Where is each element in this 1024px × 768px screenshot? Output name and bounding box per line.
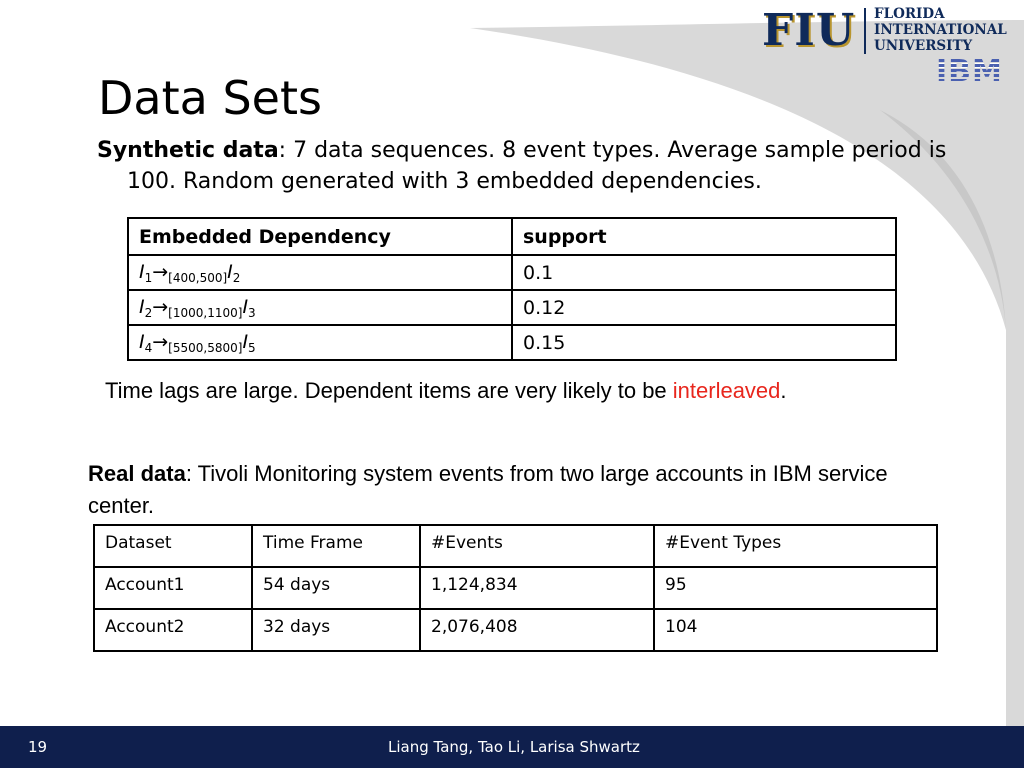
- table-cell: 104: [654, 609, 937, 651]
- footer-bar: [0, 726, 1024, 768]
- table-cell: Account1: [94, 567, 252, 609]
- item-subscript: 5: [248, 340, 256, 355]
- fiu-name-line-1: FLORIDA: [874, 6, 945, 22]
- item-subscript: 2: [144, 305, 153, 320]
- header-cell: #Event Types: [654, 525, 937, 567]
- item-subscript: 4: [144, 340, 153, 355]
- support-cell: 0.15: [512, 325, 896, 360]
- table-cell: 54 days: [252, 567, 420, 609]
- real-data-paragraph: [88, 458, 948, 522]
- lag-interval: [1000,1100]: [168, 305, 243, 320]
- table-row: [128, 325, 896, 360]
- item-symbol: I: [227, 260, 233, 283]
- dependency-table-header: [128, 218, 896, 255]
- item-symbol: I: [139, 330, 145, 353]
- table-cell: 32 days: [252, 609, 420, 651]
- header-cell: support: [512, 218, 896, 255]
- synthetic-data-label: Synthetic data: [97, 138, 279, 163]
- fiu-logo: [762, 6, 1017, 56]
- footer-authors: Liang Tang, Tao Li, Larisa Shwartz: [388, 738, 640, 756]
- support-cell: 0.1: [512, 255, 896, 290]
- lag-interval: [400,500]: [168, 270, 228, 285]
- arrow-icon: →: [152, 295, 169, 318]
- table-row: [94, 609, 937, 651]
- dependency-cell: [128, 255, 512, 290]
- ibm-logo: [936, 56, 1012, 88]
- interleaved-highlight: interleaved: [672, 378, 781, 403]
- item-subscript: 3: [248, 305, 256, 320]
- table-cell: 2,076,408: [420, 609, 654, 651]
- dependency-table: [127, 217, 897, 361]
- fiu-name-line-2: INTERNATIONAL: [874, 22, 1007, 38]
- synthetic-data-paragraph: [97, 135, 947, 197]
- dataset-table-header: [94, 525, 937, 567]
- dataset-table: [93, 524, 938, 652]
- ibm-logo-text: IBM: [936, 54, 1003, 89]
- fiu-logo-name: [874, 6, 1007, 54]
- page-number: 19: [28, 738, 48, 756]
- item-symbol: I: [139, 295, 145, 318]
- table-row: [94, 567, 937, 609]
- fiu-name-line-3: UNIVERSITY: [874, 38, 973, 54]
- item-subscript: 1: [144, 270, 153, 285]
- header-cell: #Events: [420, 525, 654, 567]
- arrow-icon: →: [152, 260, 169, 283]
- slide-title: Data Sets: [98, 71, 322, 125]
- table-cell: Account2: [94, 609, 252, 651]
- time-lags-text: Time lags are large. Dependent items are very likely to be: [105, 378, 673, 403]
- dependency-cell: [128, 325, 512, 360]
- time-lags-end: .: [780, 378, 787, 403]
- arrow-icon: →: [152, 330, 169, 353]
- real-data-text: : Tivoli Monitoring system events from two large accounts in IBM service center.: [88, 461, 888, 518]
- header-cell: Time Frame: [252, 525, 420, 567]
- real-data-label: Real data: [88, 461, 186, 486]
- header-cell: Dataset: [94, 525, 252, 567]
- item-symbol: I: [242, 295, 249, 318]
- table-row: [128, 290, 896, 325]
- dependency-cell: [128, 290, 512, 325]
- fiu-logo-mark: FIU: [762, 5, 856, 56]
- synthetic-data-text: : 7 data sequences. 8 event types. Average sample period is 100. Random generated with 3 embedded dependencies.: [127, 138, 947, 194]
- header-cell: Embedded Dependency: [128, 218, 512, 255]
- time-lags-note: [105, 376, 787, 406]
- table-row: [128, 255, 896, 290]
- item-symbol: I: [242, 330, 249, 353]
- table-cell: 95: [654, 567, 937, 609]
- support-cell: 0.12: [512, 290, 896, 325]
- fiu-logo-divider: [864, 8, 866, 54]
- table-cell: 1,124,834: [420, 567, 654, 609]
- item-symbol: I: [139, 260, 145, 283]
- lag-interval: [5500,5800]: [168, 340, 243, 355]
- item-subscript: 2: [232, 270, 241, 285]
